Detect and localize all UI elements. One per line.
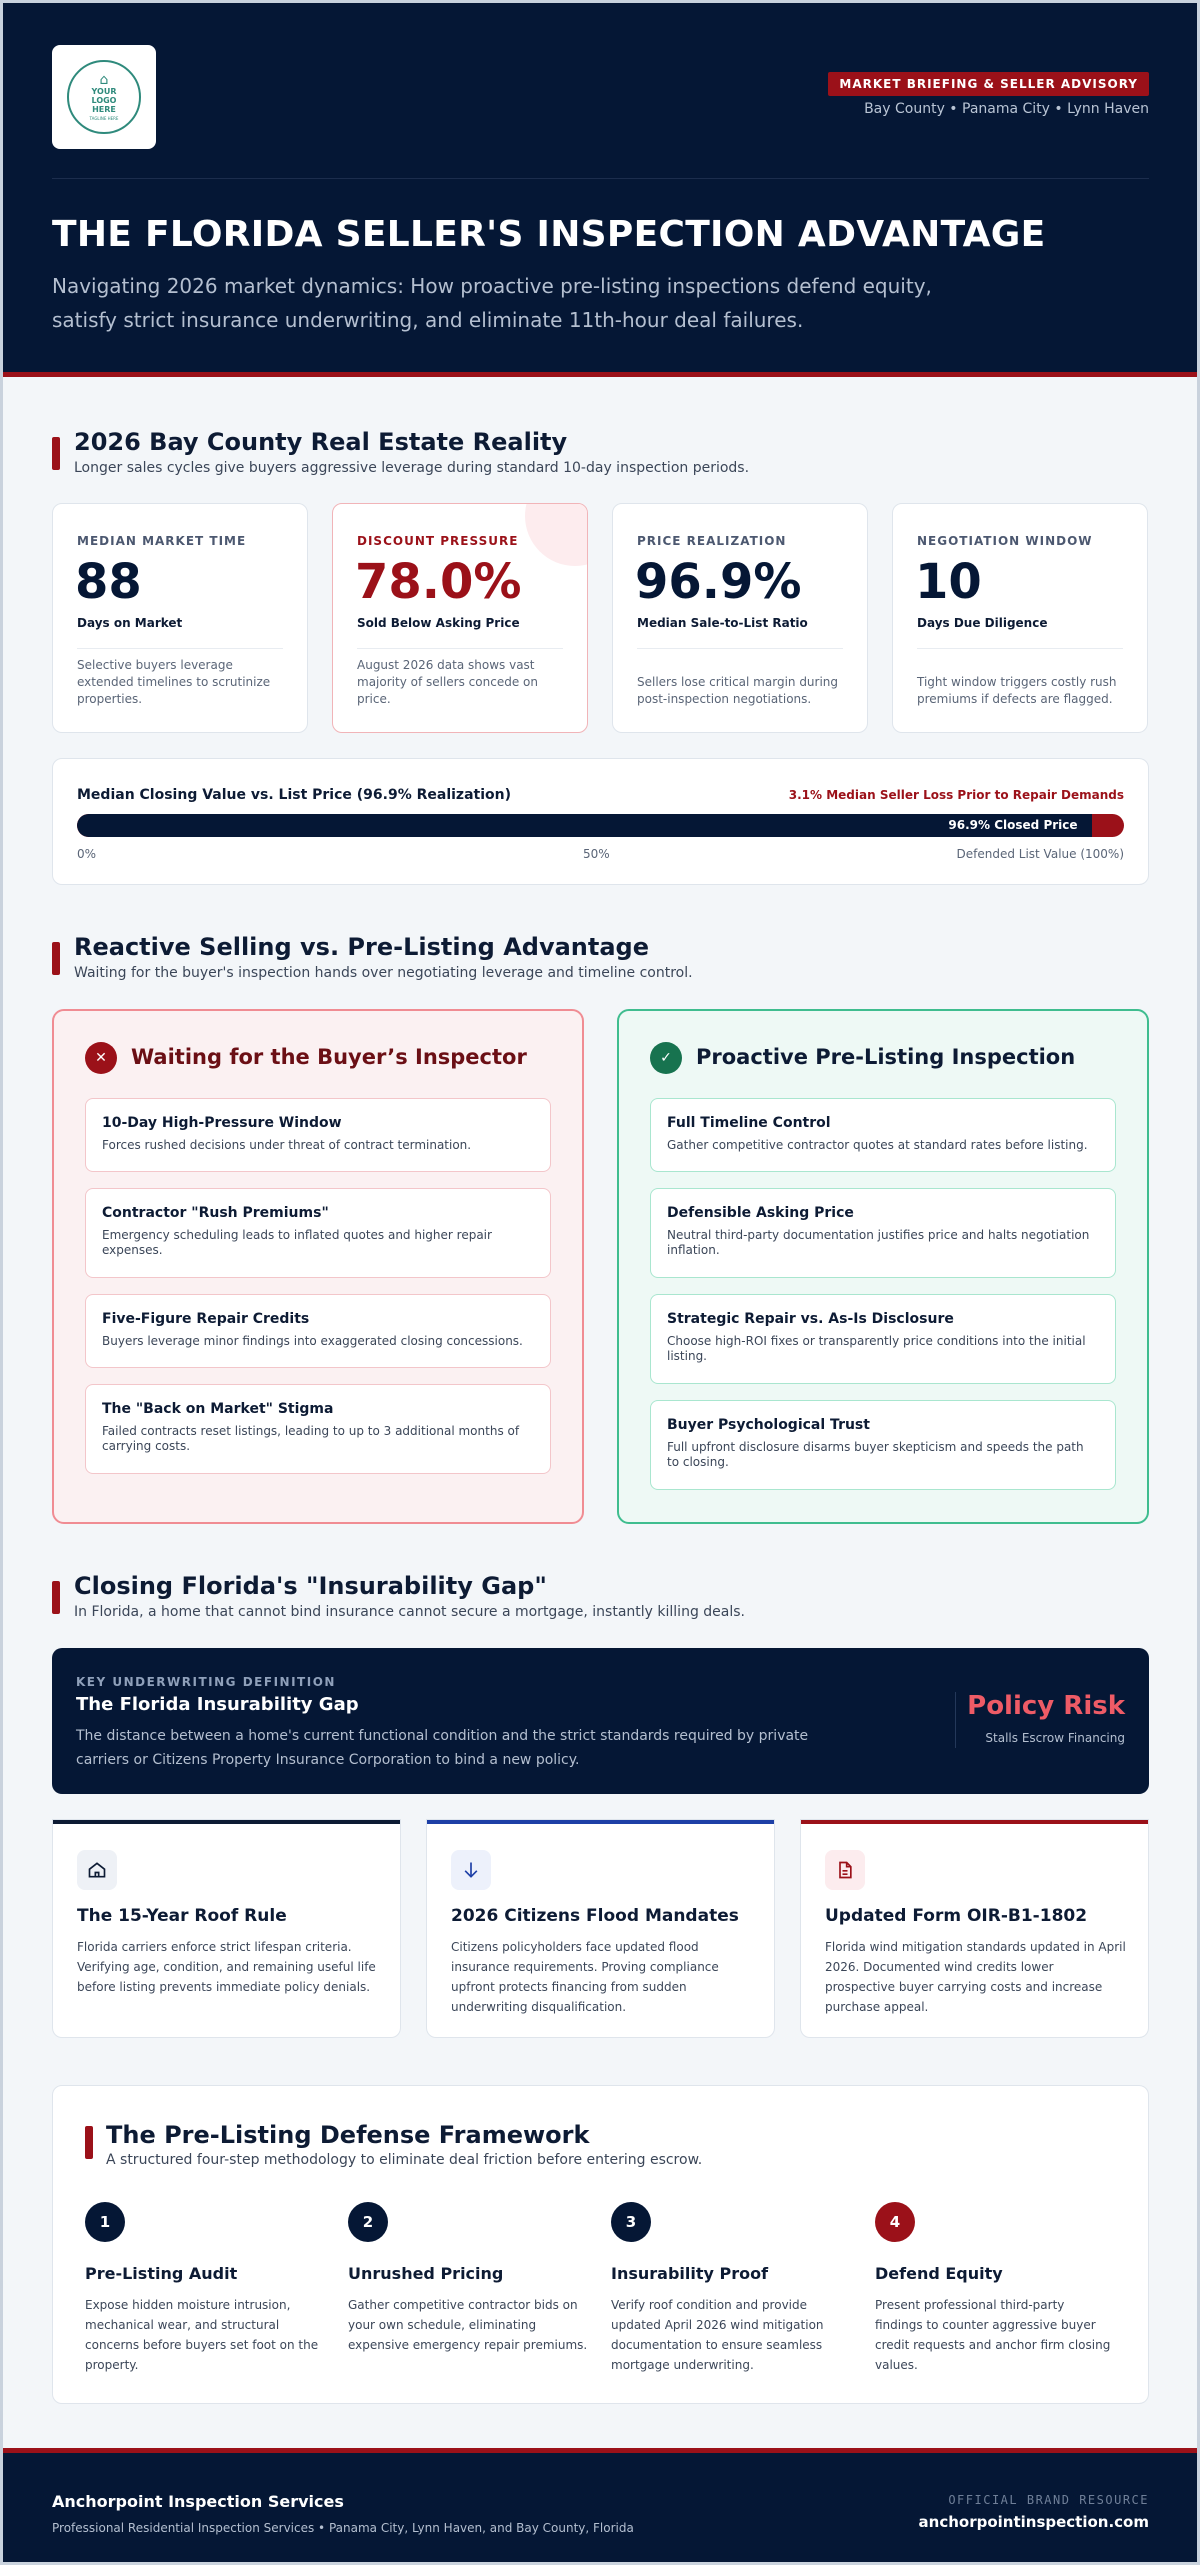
- item-desc: Choose high-ROI fixes or transparently price conditions into the initial listing.: [667, 1334, 1086, 1363]
- tick-end: Defended List Value (100%): [956, 847, 1124, 861]
- stat-label: DISCOUNT PRESSURE: [357, 534, 519, 548]
- definition-text: The distance between a home's current functional condition and the strict standards required by private carriers or Citizens Property Insurance Corporation to bind a new policy.: [76, 1728, 809, 1768]
- house-icon: [77, 1850, 117, 1890]
- card-top-border: [53, 1820, 400, 1824]
- closing-bar-title: Median Closing Value vs. List Price (96.9% Realization): [77, 787, 512, 803]
- card-top-border: [801, 1820, 1148, 1824]
- company-name: Anchorpoint Inspection Services: [52, 2492, 344, 2511]
- market-section-title: 2026 Bay County Real Estate Reality: [74, 428, 568, 456]
- stat-value: 88: [75, 554, 142, 610]
- item-title: Defensible Asking Price: [667, 1205, 854, 1221]
- reactive-panel: [52, 1009, 584, 1524]
- stat-unit: Median Sale-to-List Ratio: [637, 616, 808, 630]
- footer: [3, 2448, 1197, 2562]
- item-desc: Gather competitive contractor quotes at standard rates before listing.: [667, 1138, 1088, 1152]
- reactive-item: [85, 1384, 551, 1474]
- card-title: 2026 Citizens Flood Mandates: [451, 1906, 739, 1926]
- hero-header: [3, 3, 1197, 377]
- reactive-item: [85, 1098, 551, 1172]
- logo: [52, 45, 156, 149]
- proactive-item: [650, 1098, 1116, 1172]
- brand-resource-label: OFFICIAL BRAND RESOURCE: [948, 2493, 1149, 2507]
- definition-divider: [955, 1692, 956, 1748]
- closing-bar-track: [77, 814, 1124, 837]
- policy-risk-subtitle: Stalls Escrow Financing: [985, 1731, 1125, 1745]
- proactive-item: [650, 1188, 1116, 1278]
- card-desc: Citizens policyholders face updated flood insurance requirements. Proving compliance upfront protects financing from sudden underwriting disqualification.: [451, 1940, 719, 2014]
- section-accent-bar: [52, 942, 60, 975]
- step-title: Unrushed Pricing: [348, 2264, 504, 2283]
- stat-description: August 2026 data shows vast majority of sellers concede on price.: [357, 658, 538, 706]
- item-title: The "Back on Market" Stigma: [102, 1401, 334, 1417]
- reactive-item: [85, 1188, 551, 1278]
- section-accent-bar: [52, 437, 60, 470]
- framework-step: [611, 2202, 851, 2375]
- framework-step: [85, 2202, 325, 2375]
- x-icon: ✕: [85, 1042, 117, 1074]
- proactive-panel-title: Proactive Pre-Listing Inspection: [696, 1045, 1076, 1069]
- logo-text: YOUR LOGO HERE: [91, 87, 117, 114]
- section-accent-bar: [85, 2126, 93, 2159]
- definition-kicker: KEY UNDERWRITING DEFINITION: [76, 1675, 336, 1689]
- proactive-item: [650, 1400, 1116, 1490]
- insurability-card-flood: [426, 1819, 775, 2038]
- hero-divider: [52, 178, 1149, 179]
- stat-value: 78.0%: [355, 554, 522, 610]
- document-icon: [825, 1850, 865, 1890]
- insurability-card-form: [800, 1819, 1149, 2038]
- step-number: 1: [85, 2202, 125, 2242]
- step-title: Pre-Listing Audit: [85, 2264, 238, 2283]
- stat-value: 10: [915, 554, 982, 610]
- framework-subtitle: A structured four-step methodology to eliminate deal friction before entering escrow.: [106, 2152, 703, 2168]
- proactive-panel: [617, 1009, 1149, 1524]
- card-title: Updated Form OIR-B1-1802: [825, 1906, 1088, 1926]
- infographic-page: [3, 3, 1197, 2562]
- definition-title: The Florida Insurability Gap: [76, 1694, 359, 1715]
- page-title: THE FLORIDA SELLER'S INSPECTION ADVANTAGE: [52, 214, 1046, 255]
- stat-card-negotiation-window: [892, 503, 1148, 733]
- item-title: Five-Figure Repair Credits: [102, 1311, 310, 1327]
- stat-description: Sellers lose critical margin during post-inspection negotiations.: [637, 675, 839, 706]
- stat-label: PRICE REALIZATION: [637, 534, 787, 548]
- briefing-badge: MARKET BRIEFING & SELLER ADVISORY: [828, 72, 1149, 96]
- stat-unit: Days on Market: [77, 616, 183, 630]
- card-top-border: [427, 1820, 774, 1824]
- reactive-panel-title: Waiting for the Buyer’s Inspector: [131, 1045, 527, 1069]
- market-section-subtitle: Longer sales cycles give buyers aggressive leverage during standard 10-day inspection periods.: [74, 460, 750, 476]
- stat-divider: [77, 648, 283, 649]
- step-title: Insurability Proof: [611, 2264, 769, 2283]
- framework-step: [875, 2202, 1115, 2375]
- stat-label: NEGOTIATION WINDOW: [917, 534, 1093, 548]
- step-desc: Verify roof condition and provide updated April 2026 wind mitigation documentation to ensure seamless mortgage underwriting.: [611, 2298, 824, 2372]
- step-number: 4: [875, 2202, 915, 2242]
- logo-badge: [67, 60, 141, 134]
- item-desc: Neutral third-party documentation justifies price and halts negotiation inflation.: [667, 1228, 1090, 1257]
- item-desc: Forces rushed decisions under threat of contract termination.: [102, 1138, 472, 1152]
- stat-value: 96.9%: [635, 554, 802, 610]
- item-title: 10-Day High-Pressure Window: [102, 1115, 342, 1131]
- closing-value-card: [52, 758, 1149, 885]
- step-title: Defend Equity: [875, 2264, 1003, 2283]
- step-desc: Gather competitive contractor bids on your own schedule, eliminating expensive emergency repair premiums.: [348, 2298, 588, 2352]
- arrow-down-icon: [451, 1850, 491, 1890]
- item-desc: Emergency scheduling leads to inflated quotes and higher repair expenses.: [102, 1228, 492, 1257]
- website-link[interactable]: anchorpointinspection.com: [918, 2513, 1149, 2531]
- item-title: Full Timeline Control: [667, 1115, 831, 1131]
- stat-label: MEDIAN MARKET TIME: [77, 534, 247, 548]
- page-subtitle: Navigating 2026 market dynamics: How proactive pre-listing inspections defend equity, satisfy strict insurance underwriting, and eliminate 11th-hour deal failures.: [52, 274, 932, 332]
- stat-divider: [637, 648, 843, 649]
- insurability-section-subtitle: In Florida, a home that cannot bind insurance cannot secure a mortgage, instantly killing deals.: [74, 1604, 745, 1620]
- insurability-card-roof: [52, 1819, 401, 2038]
- stat-card-price-realization: [612, 503, 868, 733]
- defense-framework-card: [52, 2085, 1149, 2404]
- stat-divider: [917, 648, 1123, 649]
- logo-tagline: TAGLINE HERE: [89, 116, 119, 121]
- proactive-item: [650, 1294, 1116, 1384]
- framework-step: [348, 2202, 588, 2355]
- item-title: Contractor "Rush Premiums": [102, 1205, 329, 1221]
- section-accent-bar: [52, 1581, 60, 1614]
- company-services: Professional Residential Inspection Services • Panama City, Lynn Haven, and Bay County, Florida: [52, 2521, 634, 2535]
- step-desc: Present professional third-party findings to counter aggressive buyer credit requests and anchor firm closing values.: [875, 2298, 1111, 2372]
- underwriting-definition-box: [52, 1648, 1149, 1794]
- stat-divider: [357, 648, 563, 649]
- tick-mid: 50%: [583, 847, 610, 861]
- item-desc: Buyers leverage minor findings into exaggerated closing concessions.: [102, 1334, 523, 1348]
- step-number: 3: [611, 2202, 651, 2242]
- check-icon: ✓: [650, 1042, 682, 1074]
- item-title: Strategic Repair vs. As-Is Disclosure: [667, 1311, 954, 1327]
- closing-bar-fill: [77, 814, 1092, 837]
- logo-house-icon: ⌂: [99, 72, 109, 88]
- closing-bar-fill-label: 96.9% Closed Price: [948, 818, 1078, 832]
- card-desc: Florida wind mitigation standards updated in April 2026. Documented wind credits lower prospective buyer carrying costs and increase purchase appeal.: [825, 1940, 1126, 2014]
- stat-description: Tight window triggers costly rush premiums if defects are flagged.: [917, 675, 1117, 706]
- corner-decoration: [525, 503, 588, 566]
- step-desc: Expose hidden moisture intrusion, mechanical wear, and structural concerns before buyers set foot on the property.: [85, 2298, 319, 2372]
- comparison-section-subtitle: Waiting for the buyer's inspection hands over negotiating leverage and timeline control.: [74, 965, 693, 981]
- seller-loss-note: 3.1% Median Seller Loss Prior to Repair Demands: [788, 788, 1124, 802]
- stat-unit: Days Due Diligence: [917, 616, 1048, 630]
- stat-description: Selective buyers leverage extended timelines to scrutinize properties.: [77, 658, 271, 706]
- reactive-item: [85, 1294, 551, 1368]
- item-title: Buyer Psychological Trust: [667, 1417, 870, 1433]
- insurability-section-title: Closing Florida's "Insurability Gap": [74, 1572, 547, 1600]
- comparison-section-title: Reactive Selling vs. Pre-Listing Advantage: [74, 933, 650, 961]
- stat-card-discount-pressure: [332, 503, 588, 733]
- tick-start: 0%: [77, 847, 97, 861]
- policy-risk-title: Policy Risk: [967, 1691, 1125, 1721]
- item-desc: Full upfront disclosure disarms buyer skepticism and speeds the path to closing.: [667, 1440, 1084, 1469]
- framework-title: The Pre-Listing Defense Framework: [106, 2121, 590, 2149]
- locations: Bay County • Panama City • Lynn Haven: [864, 101, 1149, 117]
- stat-unit: Sold Below Asking Price: [357, 616, 520, 630]
- card-desc: Florida carriers enforce strict lifespan criteria. Verifying age, condition, and remaining useful life before listing prevents immediate policy denials.: [77, 1940, 376, 1994]
- item-desc: Failed contracts reset listings, leading to up to 3 additional months of carrying costs.: [102, 1424, 520, 1453]
- step-number: 2: [348, 2202, 388, 2242]
- card-title: The 15-Year Roof Rule: [77, 1906, 287, 1926]
- stat-card-market-time: [52, 503, 308, 733]
